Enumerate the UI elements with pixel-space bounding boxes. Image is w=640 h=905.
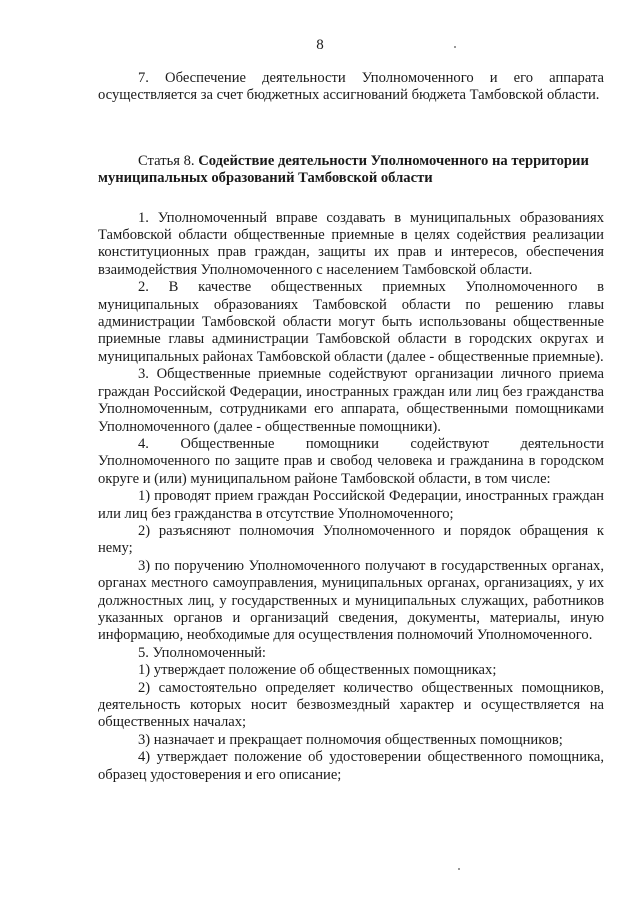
p4-item-3: 3) по поручению Уполномоченного получают в государственных органах, органах местного самоуправления, муниципальных органах, организациях, у их должностных лиц, у государственных и муниципальных служащих, работников указанных органов и организаций сведения, документы, материалы, иную информацию, необходимые для осуществления полномочий Уполномоченного.: [98, 557, 604, 644]
p5-item-3: 3) назначает и прекращает полномочия общественных помощников;: [138, 731, 563, 748]
p5-item-4: 4) утверждает положение об удостоверении общественного помощника, образец удостоверения и его описание;: [98, 749, 604, 783]
scan-speck: [458, 868, 460, 870]
page-number: 8: [316, 37, 324, 53]
paragraph-5-intro: 5. Уполномоченный:: [138, 644, 266, 661]
article-number: Статья 8.: [138, 152, 195, 169]
paragraph-2: 2. В качестве общественных приемных Уполномоченного в муниципальных образованиях Тамбовской области по решению главы администрации Тамбовской области могут быть использованы общественные приемные главы администрации Тамбовской области в городских округах и муниципальных районах Тамбовской области (далее - общественные приемные).: [98, 279, 604, 365]
document-body: [98, 70, 604, 784]
p5-item-1: 1) утверждает положение об общественных помощниках;: [138, 662, 497, 679]
section-7-paragraph: 7. Обеспечение деятельности Уполномоченного и его аппарата осуществляется за счет бюджетных ассигнований бюджета Тамбовской области.: [98, 70, 604, 104]
article-8-heading: [98, 153, 604, 188]
p5-item-2: 2) самостоятельно определяет количество общественных помощников, деятельность которых носит безвозмездный характер и осуществляется на общественных началах;: [98, 679, 604, 731]
p4-item-1: 1) проводят прием граждан Российской Федерации, иностранных граждан или лиц без гражданства в отсутствие Уполномоченного;: [98, 488, 604, 522]
paragraph-3: 3. Общественные приемные содействуют организации личного приема граждан Российской Федерации, иностранных граждан или лиц без гражданства Уполномоченным, сотрудниками его аппарата, общественными помощниками Уполномоченного (далее - общественные помощники).: [98, 366, 604, 435]
paragraph-4: 4. Общественные помощники содействуют деятельности Уполномоченного по защите прав и свобод человека и гражданина в городском округе и (или) муниципальном районе Тамбовской области, в том числе:: [98, 435, 604, 487]
scan-speck: [454, 46, 456, 48]
article-title: Содействие деятельности Уполномоченного на территории муниципальных образований Тамбовской области: [98, 152, 589, 187]
paragraph-1: 1. Уполномоченный вправе создавать в муниципальных образованиях Тамбовской области общественные приемные в целях содействия реализации конституционных прав граждан, защиты их прав и интересов, обеспечения взаимодействия Уполномоченного с населением Тамбовской области.: [98, 209, 604, 278]
p4-item-2: 2) разъясняют полномочия Уполномоченного и порядок обращения к нему;: [98, 522, 604, 557]
